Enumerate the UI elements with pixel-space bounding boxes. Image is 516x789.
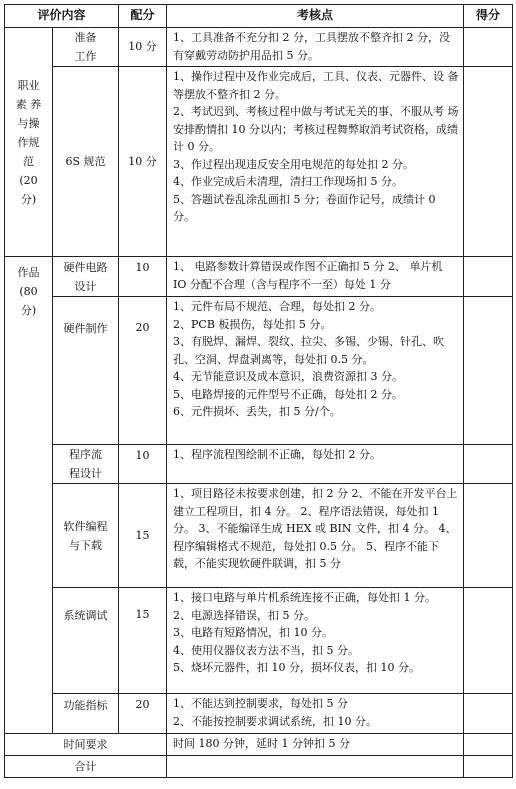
item-points: 10 [119,445,167,484]
item-criteria [167,28,464,67]
score-cell[interactable] [464,734,513,756]
category-line: 素 养 [15,97,42,111]
category-line: 作规 [17,135,40,149]
header-points: 配分 [119,5,167,28]
item-criteria [167,67,464,257]
table-row [5,28,513,67]
criteria-line: 1、程序流程图绘制不正确，每处扣 2 分。 [173,448,382,461]
table-row [5,67,513,257]
item-criteria [167,588,464,694]
item-name-line: 功能指标 [63,699,108,712]
criteria-line: 4、使用仪器仪表方法不当，扣 5 分。 [173,643,360,657]
item-name-line: 软件编程 [63,519,108,533]
item-points: 20 [119,694,167,734]
header-criteria: 考核点 [167,5,464,28]
criteria-line: 1、项目路径未按要求创建，扣 2 分 2、不能在开发平台上建立工程项目，扣 4 分。 2、程序语法错误，每处扣 1 分。 3、不能编译生成 HEX 或 BIN 文件，扣 4 分。 4、程序编辑格式不规范，每处扣 0.5 分。 5、程序不能下载，不能实现软硬件联调，扣 5 分 [173,487,458,570]
category-line: (20 [19,173,38,187]
criteria-line: 3、电路有短路情况，扣 10 分。 [173,626,334,639]
criteria-line: 5、烧坏元器件，扣 10 分，损坏仪表，扣 10 分。 [173,661,420,674]
assessment-table [4,4,513,778]
total-label: 合计 [5,756,167,778]
score-cell[interactable] [464,445,513,484]
score-cell[interactable] [464,694,513,734]
criteria-line: 3、作过程出现违反安全用电规范的每处扣 2 分。 [173,157,415,171]
item-name-line: 程设计 [69,467,102,480]
item-name [53,297,119,445]
table-row [5,257,513,297]
time-label: 时间要求 [5,734,167,756]
category-work [5,257,53,734]
item-points: 15 [119,588,167,694]
score-cell[interactable] [464,28,513,67]
header-row [5,5,513,28]
total-score-cell[interactable] [464,756,513,778]
item-name-line: 硬件制作 [63,322,108,335]
item-name-line: 程序流 [69,448,102,461]
criteria-line: 1、工具准备不充分扣 2 分，工具摆放不整齐扣 2 分，没有穿戴劳动防护用品扣 5 分。 [173,31,450,62]
item-name-line: 系统调试 [63,609,108,622]
item-criteria [167,484,464,588]
time-criteria: 时间 180 分钟，延时 1 分钟扣 5 分 [167,734,464,756]
category-line: 分) [20,192,37,206]
item-name [53,28,119,67]
item-name-line: 与下载 [69,538,102,552]
item-name-line: 设计 [74,279,97,293]
item-criteria [167,694,464,734]
item-name [53,588,119,694]
criteria-line: 6、元件损坏、丢失，扣 5 分/个。 [173,405,341,418]
header-content: 评价内容 [5,5,119,28]
total-row [5,756,513,778]
criteria-line: 1、接口电路与单片机系统连接不正确，每处扣 1 分。 [173,591,437,604]
header-score: 得分 [464,5,513,28]
category-line: 分) [20,304,37,317]
item-points: 10 分 [119,67,167,257]
criteria-line: 3、有脱焊、漏焊、裂纹、拉尖、多锡、少锡、针孔、吹 孔、空洞、焊盘剥离等，每处扣 0.5 分。 [173,335,445,366]
item-criteria [167,297,464,445]
category-line: 作品 [17,266,40,279]
item-points: 20 [119,297,167,445]
item-name [53,445,119,484]
criteria-line: 1、 电路参数计算错误或作图不正确扣 5 分 2、 单片机 IO 分配不合理（含与程序不一至）每处 1 分 [173,260,443,291]
category-line: (80 [19,285,38,298]
item-points: 10 [119,257,167,297]
item-name [53,67,119,257]
table-row [5,588,513,694]
item-name [53,484,119,588]
category-professional [5,28,53,257]
score-cell[interactable] [464,588,513,694]
table-row [5,694,513,734]
score-cell[interactable] [464,297,513,445]
item-points: 15 [119,484,167,588]
item-criteria [167,445,464,484]
time-row [5,734,513,756]
item-name-line: 工作 [74,50,97,63]
criteria-line: 2、PCB 板损伤，每处扣 5 分。 [173,317,332,331]
item-name-line: 6S 规范 [65,155,106,168]
criteria-line: 5、答题试卷乱涂乱画扣 5 分；卷面作记号，成绩计 0 分。 [173,192,436,223]
category-line: 职业 [17,78,40,92]
category-line: 范 [23,154,34,168]
table-row [5,445,513,484]
item-name [53,257,119,297]
item-name-line: 准备 [74,31,97,44]
item-criteria [167,257,464,297]
criteria-line: 2、不能按控制要求调试系统，扣 10 分。 [173,714,378,728]
score-cell[interactable] [464,257,513,297]
criteria-line: 1、不能达到控制要求，每处扣 5 分 [173,697,349,710]
criteria-line: 1、元件布局不规范、合理，每处扣 2 分。 [173,300,382,313]
item-points: 10 分 [119,28,167,67]
criteria-line: 1、操作过程中及作业完成后，工具、仪表、元器件、设 备等摆放不整齐扣 2 分。 [173,70,459,101]
criteria-line: 4、作业完成后未清理，清扫工作现场扣 5 分。 [173,175,404,188]
criteria-line: 2、电源选择错误，扣 5 分。 [173,608,316,622]
criteria-line: 5、电路焊接的元件型号不正确，每处扣 2 分。 [173,387,404,401]
total-value [167,756,464,778]
item-name [53,694,119,734]
score-cell[interactable] [464,67,513,257]
criteria-line: 4、无节能意识及成本意识，浪费资源扣 3 分。 [173,370,404,383]
table-row [5,484,513,588]
criteria-line: 2、考试迟到、考核过程中做与考试无关的事、不服从考 场安排酌情扣 10 分以内；考核过程舞弊取消考试资格，成绩计 0 分。 [173,105,459,153]
item-name-line: 硬件电路 [63,260,108,274]
table-row [5,297,513,445]
score-cell[interactable] [464,484,513,588]
category-line: 与操 [17,116,40,130]
